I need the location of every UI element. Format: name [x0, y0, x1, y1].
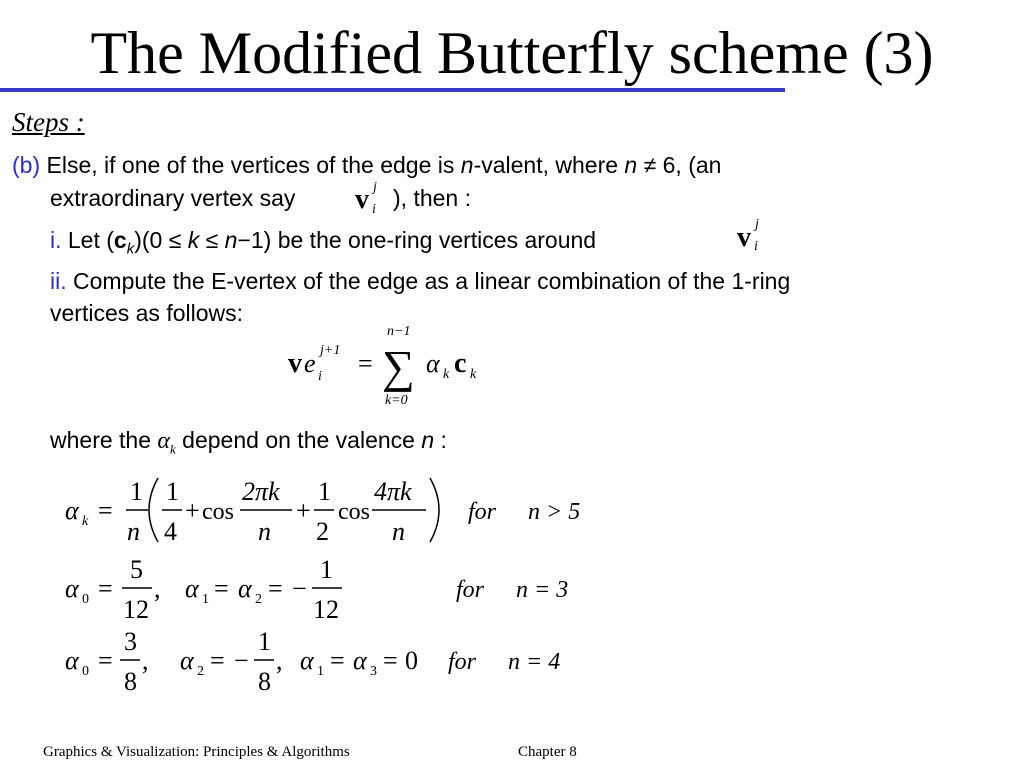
step-ii-marker: ii.: [50, 268, 67, 294]
step-i-marker: i.: [50, 227, 62, 253]
svg-text:0: 0: [405, 646, 418, 675]
svg-text:=: =: [214, 574, 229, 603]
svg-text:n−1: n−1: [387, 324, 411, 339]
svg-text:α: α: [65, 646, 79, 675]
svg-text:+: +: [185, 496, 200, 525]
step-b-n-2: n: [624, 152, 638, 178]
svg-text:∑: ∑: [382, 341, 415, 392]
svg-text:4πk: 4πk: [374, 477, 412, 506]
vertex-v-i-j-around: v j i: [737, 217, 759, 254]
svg-text:=: =: [383, 646, 398, 675]
svg-text:n: n: [392, 517, 405, 546]
alpha-k-formula: [60, 468, 600, 552]
footer-chapter: Chapter 8: [518, 744, 577, 760]
step-b-text-2: -valent, where: [473, 152, 625, 178]
svg-text:=: =: [358, 349, 373, 378]
svg-text:n = 4: n = 4: [508, 649, 561, 675]
svg-text:k: k: [470, 367, 477, 382]
svg-text:k: k: [82, 514, 89, 529]
vertex-v-i-j-inline: v j i: [355, 180, 377, 217]
svg-text:8: 8: [124, 667, 137, 696]
svg-text:1: 1: [320, 556, 333, 584]
svg-text:12: 12: [313, 595, 339, 624]
svg-text:2: 2: [316, 517, 329, 546]
svg-text:α: α: [185, 574, 199, 603]
svg-text:i: i: [318, 369, 322, 384]
svg-text:2: 2: [197, 664, 204, 679]
svg-text:=: =: [268, 574, 283, 603]
alpha-k-inline: α: [157, 428, 171, 454]
svg-text:,: ,: [142, 646, 149, 675]
svg-text:=: =: [210, 646, 225, 675]
svg-text:,: ,: [154, 574, 161, 603]
svg-text:α: α: [65, 496, 79, 525]
svg-text:cos: cos: [202, 499, 234, 525]
svg-text:1: 1: [258, 628, 271, 656]
svg-text:0: 0: [82, 664, 89, 679]
title-underline: [0, 88, 785, 92]
svg-text:2: 2: [255, 592, 262, 607]
step-b-line-2-end: ), then :: [393, 185, 471, 211]
svg-text:1: 1: [318, 477, 331, 506]
svg-text:1: 1: [202, 592, 209, 607]
slide-title: The Modified Butterfly scheme (3): [90, 20, 934, 86]
step-i-line: i. Let $(c_k)(0 \le k \le n-1)$ be the one-ring vertices around: [50, 227, 597, 258]
step-b-line-2-start: extraordinary vertex say: [50, 185, 296, 211]
step-b-marker: (b): [12, 152, 41, 178]
svg-text:=: =: [330, 646, 345, 675]
svg-text:e: e: [304, 349, 316, 378]
steps-heading: Steps :: [12, 107, 85, 137]
svg-text:−: −: [292, 574, 307, 603]
step-b-line-1: [12, 150, 721, 180]
svg-text:=: =: [98, 646, 113, 675]
svg-text:3: 3: [370, 664, 377, 679]
step-b-text-3: ≠ 6, (an: [637, 152, 722, 178]
svg-text:,: ,: [276, 646, 283, 675]
svg-text:k=0: k=0: [385, 393, 408, 408]
step-b-n-1: n: [460, 152, 474, 178]
svg-text:α: α: [353, 646, 367, 675]
svg-text:j+1: j+1: [320, 343, 341, 358]
svg-text:n = 3: n = 3: [516, 577, 569, 603]
alpha-n3-formula: [60, 556, 600, 628]
svg-text:=: =: [98, 496, 113, 525]
svg-text:3: 3: [124, 628, 137, 656]
svg-text:for: for: [456, 577, 485, 603]
svg-text:α: α: [300, 646, 314, 675]
step-ii-line-2: vertices as follows:: [50, 300, 244, 326]
svg-text:α: α: [180, 646, 194, 675]
where-line: where the $\alpha_k$ depend on the valence n :: [50, 427, 447, 457]
svg-text:for: for: [468, 499, 497, 525]
svg-text:8: 8: [258, 667, 271, 696]
svg-text:12: 12: [123, 595, 149, 624]
step-b-text-1: Else, if one of the vertices of the edge is: [46, 152, 461, 178]
svg-text:−: −: [234, 646, 249, 675]
svg-text:n: n: [127, 517, 140, 546]
svg-text:n > 5: n > 5: [528, 499, 581, 525]
svg-text:1: 1: [166, 477, 179, 506]
e-vertex-equation: [280, 318, 500, 410]
svg-text:α: α: [426, 349, 440, 378]
svg-text:for: for: [448, 649, 477, 675]
c-k-vector: c: [113, 227, 127, 253]
svg-text:k: k: [443, 367, 450, 382]
svg-text:cos: cos: [338, 499, 370, 525]
svg-text:1: 1: [317, 664, 324, 679]
svg-text:4: 4: [164, 517, 177, 546]
svg-text:v: v: [288, 348, 302, 379]
svg-text:2πk: 2πk: [242, 477, 280, 506]
footer-book-title: Graphics & Visualization: Principles & Algorithms: [43, 744, 350, 760]
svg-text:+: +: [296, 496, 311, 525]
svg-text:1: 1: [130, 477, 143, 506]
svg-text:α: α: [238, 574, 252, 603]
svg-text:=: =: [98, 574, 113, 603]
svg-text:c: c: [454, 348, 467, 379]
svg-text:n: n: [258, 517, 271, 546]
svg-text:α: α: [65, 574, 79, 603]
alpha-n4-formula: [60, 628, 600, 700]
step-ii-line-1: ii. Compute the E-vertex of the edge as a linear combination of the 1-ring: [50, 268, 791, 294]
svg-text:0: 0: [82, 592, 89, 607]
svg-text:5: 5: [130, 556, 143, 584]
